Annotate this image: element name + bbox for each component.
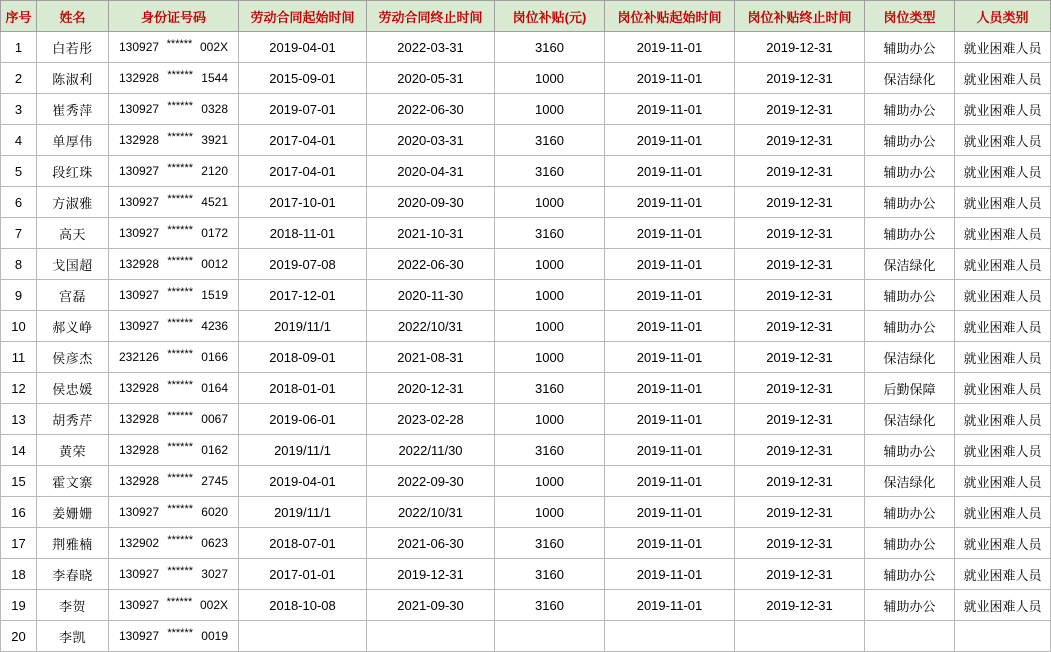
cell-person-category[interactable]: 就业困难人员: [955, 528, 1051, 559]
id-prefix: 130927: [119, 226, 160, 240]
table-body: [1, 32, 1051, 652]
table-row[interactable]: [1, 94, 1051, 125]
cell-contract-start[interactable]: 2017-01-01: [239, 559, 367, 590]
cell-subsidy-start[interactable]: [605, 621, 735, 652]
cell-subsidy[interactable]: 3160: [495, 435, 605, 466]
cell-name[interactable]: 戈国超: [37, 249, 109, 280]
table-row[interactable]: [1, 559, 1051, 590]
cell-index[interactable]: 12: [1, 373, 37, 404]
id-prefix: 132928: [119, 474, 160, 488]
cell-contract-start[interactable]: 2018-11-01: [239, 218, 367, 249]
cell-person-category[interactable]: 就业困难人员: [955, 187, 1051, 218]
cell-subsidy-end[interactable]: [735, 621, 865, 652]
cell-subsidy-start[interactable]: 2019-11-01: [605, 63, 735, 94]
cell-subsidy-end[interactable]: 2019-12-31: [735, 187, 865, 218]
cell-subsidy-end[interactable]: 2019-12-31: [735, 373, 865, 404]
cell-contract-end[interactable]: 2020-12-31: [367, 373, 495, 404]
table-row[interactable]: [1, 280, 1051, 311]
id-suffix: 0164: [201, 381, 228, 395]
id-suffix: 002X: [199, 40, 228, 54]
cell-contract-end[interactable]: 2020-11-30: [367, 280, 495, 311]
cell-subsidy[interactable]: [495, 621, 605, 652]
cell-id-number[interactable]: [109, 435, 239, 466]
id-mask: ******: [167, 193, 194, 205]
cell-name[interactable]: 高天: [37, 218, 109, 249]
col-header-index[interactable]: 序号: [1, 1, 37, 32]
cell-id-number[interactable]: [109, 63, 239, 94]
cell-subsidy[interactable]: 1000: [495, 249, 605, 280]
col-header-person-category[interactable]: 人员类别: [955, 1, 1051, 32]
cell-contract-start[interactable]: 2019-04-01: [239, 32, 367, 63]
id-prefix: 130927: [119, 505, 160, 519]
cell-contract-start[interactable]: 2017-04-01: [239, 125, 367, 156]
id-prefix: 130927: [119, 102, 160, 116]
cell-contract-end[interactable]: 2020-05-31: [367, 63, 495, 94]
cell-contract-start[interactable]: 2017-04-01: [239, 156, 367, 187]
cell-post-type[interactable]: 辅助办公: [865, 125, 955, 156]
cell-subsidy[interactable]: 3160: [495, 156, 605, 187]
table-row[interactable]: [1, 497, 1051, 528]
cell-subsidy-end[interactable]: 2019-12-31: [735, 94, 865, 125]
cell-index[interactable]: 8: [1, 249, 37, 280]
cell-contract-end[interactable]: 2020-04-31: [367, 156, 495, 187]
id-suffix: 6020: [201, 505, 228, 519]
cell-subsidy-end[interactable]: 2019-12-31: [735, 590, 865, 621]
cell-contract-end[interactable]: 2019-12-31: [367, 559, 495, 590]
table-row[interactable]: [1, 156, 1051, 187]
id-suffix: 0162: [201, 443, 228, 457]
table-row[interactable]: [1, 435, 1051, 466]
id-mask: ******: [166, 596, 193, 608]
cell-post-type[interactable]: [865, 621, 955, 652]
cell-subsidy-start[interactable]: 2019-11-01: [605, 528, 735, 559]
cell-person-category[interactable]: 就业困难人员: [955, 218, 1051, 249]
cell-contract-start[interactable]: 2019/11/1: [239, 311, 367, 342]
cell-person-category[interactable]: 就业困难人员: [955, 497, 1051, 528]
cell-contract-start[interactable]: 2018-07-01: [239, 528, 367, 559]
id-suffix: 0623: [201, 536, 228, 550]
id-suffix: 3027: [201, 567, 228, 581]
cell-subsidy-start[interactable]: 2019-11-01: [605, 435, 735, 466]
cell-contract-end[interactable]: 2021-06-30: [367, 528, 495, 559]
table-row[interactable]: [1, 218, 1051, 249]
cell-subsidy-start[interactable]: 2019-11-01: [605, 249, 735, 280]
cell-id-number[interactable]: [109, 497, 239, 528]
cell-id-number[interactable]: [109, 590, 239, 621]
cell-name[interactable]: 侯彦杰: [37, 342, 109, 373]
cell-index[interactable]: 9: [1, 280, 37, 311]
cell-subsidy[interactable]: 1000: [495, 466, 605, 497]
id-mask: ******: [167, 348, 194, 360]
cell-person-category[interactable]: 就业困难人员: [955, 590, 1051, 621]
cell-post-type[interactable]: 辅助办公: [865, 94, 955, 125]
cell-contract-start[interactable]: 2019-07-08: [239, 249, 367, 280]
cell-person-category[interactable]: 就业困难人员: [955, 94, 1051, 125]
cell-person-category[interactable]: 就业困难人员: [955, 32, 1051, 63]
cell-index[interactable]: 19: [1, 590, 37, 621]
id-prefix: 130927: [119, 567, 160, 581]
table-header-row: [1, 1, 1051, 32]
cell-subsidy-end[interactable]: 2019-12-31: [735, 311, 865, 342]
cell-subsidy[interactable]: 1000: [495, 404, 605, 435]
cell-index[interactable]: 18: [1, 559, 37, 590]
cell-name[interactable]: 黄荣: [37, 435, 109, 466]
cell-contract-end[interactable]: 2020-09-30: [367, 187, 495, 218]
cell-subsidy[interactable]: 1000: [495, 342, 605, 373]
cell-name[interactable]: 宫磊: [37, 280, 109, 311]
cell-subsidy[interactable]: 3160: [495, 32, 605, 63]
table-row[interactable]: [1, 404, 1051, 435]
cell-id-number[interactable]: [109, 125, 239, 156]
cell-contract-end[interactable]: 2022/11/30: [367, 435, 495, 466]
cell-subsidy-start[interactable]: 2019-11-01: [605, 373, 735, 404]
id-suffix: 0012: [201, 257, 228, 271]
cell-id-number[interactable]: [109, 32, 239, 63]
col-header-contract-end[interactable]: 劳动合同终止时间: [367, 1, 495, 32]
cell-subsidy-end[interactable]: 2019-12-31: [735, 156, 865, 187]
id-mask: ******: [167, 100, 194, 112]
id-mask: ******: [166, 38, 193, 50]
cell-contract-end[interactable]: 2022-09-30: [367, 466, 495, 497]
id-mask: ******: [167, 441, 194, 453]
id-prefix: 132928: [119, 412, 160, 426]
cell-id-number[interactable]: [109, 373, 239, 404]
cell-subsidy-end[interactable]: 2019-12-31: [735, 249, 865, 280]
cell-index[interactable]: 13: [1, 404, 37, 435]
id-mask: ******: [167, 472, 194, 484]
col-header-subsidy[interactable]: 岗位补贴(元): [495, 1, 605, 32]
cell-subsidy-start[interactable]: 2019-11-01: [605, 187, 735, 218]
cell-subsidy-start[interactable]: 2019-11-01: [605, 94, 735, 125]
cell-post-type[interactable]: 辅助办公: [865, 590, 955, 621]
cell-subsidy-end[interactable]: 2019-12-31: [735, 404, 865, 435]
cell-name[interactable]: 侯忠媛: [37, 373, 109, 404]
cell-contract-start[interactable]: 2019-06-01: [239, 404, 367, 435]
cell-name[interactable]: 段红珠: [37, 156, 109, 187]
id-mask: ******: [167, 503, 194, 515]
id-prefix: 130927: [119, 629, 160, 643]
id-mask: ******: [167, 565, 194, 577]
cell-contract-start[interactable]: 2018-10-08: [239, 590, 367, 621]
id-suffix: 0067: [201, 412, 228, 426]
cell-person-category[interactable]: 就业困难人员: [955, 404, 1051, 435]
cell-contract-start[interactable]: [239, 621, 367, 652]
table-row[interactable]: [1, 63, 1051, 94]
cell-name[interactable]: 陈淑利: [37, 63, 109, 94]
cell-name[interactable]: 李凯: [37, 621, 109, 652]
col-header-name[interactable]: 姓名: [37, 1, 109, 32]
col-header-post-type[interactable]: 岗位类型: [865, 1, 955, 32]
cell-person-category[interactable]: 就业困难人员: [955, 280, 1051, 311]
cell-contract-start[interactable]: 2015-09-01: [239, 63, 367, 94]
cell-index[interactable]: 3: [1, 94, 37, 125]
cell-subsidy-end[interactable]: 2019-12-31: [735, 280, 865, 311]
table-row[interactable]: [1, 187, 1051, 218]
cell-subsidy[interactable]: 1000: [495, 94, 605, 125]
cell-index[interactable]: 14: [1, 435, 37, 466]
cell-subsidy-start[interactable]: 2019-11-01: [605, 497, 735, 528]
cell-post-type[interactable]: 辅助办公: [865, 187, 955, 218]
cell-subsidy-start[interactable]: 2019-11-01: [605, 342, 735, 373]
cell-subsidy[interactable]: 3160: [495, 528, 605, 559]
id-prefix: 130927: [119, 164, 160, 178]
cell-index[interactable]: 7: [1, 218, 37, 249]
cell-contract-start[interactable]: 2019-04-01: [239, 466, 367, 497]
id-prefix: 232126: [119, 350, 160, 364]
cell-contract-end[interactable]: 2021-08-31: [367, 342, 495, 373]
cell-index[interactable]: 6: [1, 187, 37, 218]
cell-index[interactable]: 15: [1, 466, 37, 497]
cell-subsidy-start[interactable]: 2019-11-01: [605, 559, 735, 590]
cell-contract-end[interactable]: 2021-09-30: [367, 590, 495, 621]
cell-subsidy-start[interactable]: 2019-11-01: [605, 280, 735, 311]
table-row[interactable]: [1, 466, 1051, 497]
cell-name[interactable]: 荆雅楠: [37, 528, 109, 559]
cell-index[interactable]: 5: [1, 156, 37, 187]
table-row[interactable]: [1, 125, 1051, 156]
cell-id-number[interactable]: [109, 218, 239, 249]
cell-name[interactable]: 单厚伟: [37, 125, 109, 156]
cell-subsidy-end[interactable]: 2019-12-31: [735, 342, 865, 373]
table-row[interactable]: [1, 311, 1051, 342]
table-row[interactable]: [1, 249, 1051, 280]
cell-id-number[interactable]: [109, 466, 239, 497]
cell-contract-end[interactable]: 2022-03-31: [367, 32, 495, 63]
cell-subsidy[interactable]: 3160: [495, 559, 605, 590]
table-row[interactable]: [1, 621, 1051, 652]
id-suffix: 2745: [201, 474, 228, 488]
cell-index[interactable]: 17: [1, 528, 37, 559]
cell-subsidy[interactable]: 1000: [495, 311, 605, 342]
cell-id-number[interactable]: [109, 528, 239, 559]
cell-contract-start[interactable]: 2018-09-01: [239, 342, 367, 373]
cell-name[interactable]: 胡秀芹: [37, 404, 109, 435]
id-suffix: 1544: [201, 71, 228, 85]
table-row[interactable]: [1, 342, 1051, 373]
id-suffix: 2120: [201, 164, 228, 178]
cell-person-category[interactable]: 就业困难人员: [955, 373, 1051, 404]
cell-name[interactable]: 李春晓: [37, 559, 109, 590]
id-suffix: 0019: [201, 629, 228, 643]
cell-contract-end[interactable]: 2022-06-30: [367, 94, 495, 125]
cell-subsidy-start[interactable]: 2019-11-01: [605, 311, 735, 342]
cell-id-number[interactable]: [109, 621, 239, 652]
cell-post-type[interactable]: 辅助办公: [865, 156, 955, 187]
cell-id-number[interactable]: [109, 342, 239, 373]
cell-post-type[interactable]: 辅助办公: [865, 497, 955, 528]
id-suffix: 4236: [201, 319, 228, 333]
cell-contract-start[interactable]: 2019-07-01: [239, 94, 367, 125]
cell-name[interactable]: 方淑雅: [37, 187, 109, 218]
cell-subsidy[interactable]: 1000: [495, 63, 605, 94]
cell-index[interactable]: 4: [1, 125, 37, 156]
cell-id-number[interactable]: [109, 94, 239, 125]
cell-subsidy-start[interactable]: 2019-11-01: [605, 125, 735, 156]
cell-index[interactable]: 16: [1, 497, 37, 528]
cell-contract-end[interactable]: [367, 621, 495, 652]
cell-subsidy-start[interactable]: 2019-11-01: [605, 32, 735, 63]
cell-contract-start[interactable]: 2017-12-01: [239, 280, 367, 311]
id-mask: ******: [167, 627, 194, 639]
table-row[interactable]: [1, 373, 1051, 404]
cell-subsidy[interactable]: 3160: [495, 125, 605, 156]
id-suffix: 0166: [201, 350, 228, 364]
cell-subsidy-end[interactable]: 2019-12-31: [735, 466, 865, 497]
cell-post-type[interactable]: 保洁绿化: [865, 63, 955, 94]
cell-post-type[interactable]: 辅助办公: [865, 311, 955, 342]
cell-name[interactable]: 崔秀萍: [37, 94, 109, 125]
cell-subsidy-end[interactable]: 2019-12-31: [735, 218, 865, 249]
cell-person-category[interactable]: 就业困难人员: [955, 559, 1051, 590]
cell-post-type[interactable]: 后勤保障: [865, 373, 955, 404]
cell-post-type[interactable]: 辅助办公: [865, 32, 955, 63]
id-mask: ******: [167, 286, 194, 298]
cell-contract-start[interactable]: 2019/11/1: [239, 435, 367, 466]
cell-subsidy-end[interactable]: 2019-12-31: [735, 559, 865, 590]
cell-subsidy-end[interactable]: 2019-12-31: [735, 125, 865, 156]
cell-person-category[interactable]: 就业困难人员: [955, 249, 1051, 280]
id-prefix: 130927: [119, 40, 160, 54]
cell-contract-start[interactable]: 2018-01-01: [239, 373, 367, 404]
cell-subsidy-start[interactable]: 2019-11-01: [605, 466, 735, 497]
cell-contract-end[interactable]: 2020-03-31: [367, 125, 495, 156]
cell-index[interactable]: 1: [1, 32, 37, 63]
id-mask: ******: [167, 162, 194, 174]
cell-id-number[interactable]: [109, 156, 239, 187]
cell-subsidy-start[interactable]: 2019-11-01: [605, 156, 735, 187]
cell-contract-end[interactable]: 2022-06-30: [367, 249, 495, 280]
cell-name[interactable]: 郝义峥: [37, 311, 109, 342]
col-header-id-number[interactable]: 身份证号码: [109, 1, 239, 32]
id-prefix: 132928: [119, 257, 160, 271]
id-prefix: 130927: [119, 288, 160, 302]
cell-name[interactable]: 姜姗姗: [37, 497, 109, 528]
cell-index[interactable]: 11: [1, 342, 37, 373]
cell-post-type[interactable]: 辅助办公: [865, 280, 955, 311]
cell-post-type[interactable]: 保洁绿化: [865, 466, 955, 497]
cell-subsidy[interactable]: 3160: [495, 590, 605, 621]
cell-post-type[interactable]: 保洁绿化: [865, 404, 955, 435]
cell-post-type[interactable]: 辅助办公: [865, 435, 955, 466]
id-mask: ******: [167, 534, 194, 546]
id-prefix: 130927: [119, 319, 160, 333]
id-prefix: 130927: [119, 598, 160, 612]
id-suffix: 1519: [201, 288, 228, 302]
cell-subsidy[interactable]: 1000: [495, 187, 605, 218]
cell-index[interactable]: 10: [1, 311, 37, 342]
cell-person-category[interactable]: 就业困难人员: [955, 156, 1051, 187]
cell-id-number[interactable]: [109, 311, 239, 342]
cell-id-number[interactable]: [109, 404, 239, 435]
cell-person-category[interactable]: 就业困难人员: [955, 311, 1051, 342]
id-mask: ******: [167, 131, 194, 143]
cell-id-number[interactable]: [109, 280, 239, 311]
id-prefix: 132928: [119, 443, 160, 457]
cell-name[interactable]: 李贺: [37, 590, 109, 621]
cell-person-category[interactable]: 就业困难人员: [955, 125, 1051, 156]
col-header-subsidy-start[interactable]: 岗位补贴起始时间: [605, 1, 735, 32]
cell-subsidy-end[interactable]: 2019-12-31: [735, 63, 865, 94]
cell-id-number[interactable]: [109, 187, 239, 218]
cell-person-category[interactable]: 就业困难人员: [955, 63, 1051, 94]
cell-id-number[interactable]: [109, 559, 239, 590]
id-prefix: 132902: [119, 536, 160, 550]
cell-subsidy[interactable]: 3160: [495, 218, 605, 249]
id-suffix: 4521: [201, 195, 228, 209]
cell-id-number[interactable]: [109, 249, 239, 280]
table-row[interactable]: [1, 528, 1051, 559]
cell-contract-start[interactable]: 2017-10-01: [239, 187, 367, 218]
cell-subsidy-end[interactable]: 2019-12-31: [735, 528, 865, 559]
cell-subsidy-end[interactable]: 2019-12-31: [735, 497, 865, 528]
cell-subsidy-end[interactable]: 2019-12-31: [735, 32, 865, 63]
id-suffix: 3921: [201, 133, 228, 147]
cell-subsidy[interactable]: 3160: [495, 373, 605, 404]
col-header-subsidy-end[interactable]: 岗位补贴终止时间: [735, 1, 865, 32]
id-mask: ******: [167, 69, 194, 81]
cell-post-type[interactable]: 保洁绿化: [865, 249, 955, 280]
cell-contract-start[interactable]: 2019/11/1: [239, 497, 367, 528]
cell-index[interactable]: 20: [1, 621, 37, 652]
cell-subsidy-start[interactable]: 2019-11-01: [605, 404, 735, 435]
cell-name[interactable]: 白若彤: [37, 32, 109, 63]
id-prefix: 132928: [119, 133, 160, 147]
cell-post-type[interactable]: 辅助办公: [865, 528, 955, 559]
cell-post-type[interactable]: 保洁绿化: [865, 342, 955, 373]
table-row[interactable]: [1, 590, 1051, 621]
cell-contract-end[interactable]: 2022/10/31: [367, 497, 495, 528]
id-prefix: 130927: [119, 195, 160, 209]
cell-contract-end[interactable]: 2021-10-31: [367, 218, 495, 249]
id-suffix: 0328: [201, 102, 228, 116]
cell-subsidy-start[interactable]: 2019-11-01: [605, 218, 735, 249]
cell-person-category[interactable]: 就业困难人员: [955, 466, 1051, 497]
id-suffix: 0172: [201, 226, 228, 240]
cell-subsidy[interactable]: 1000: [495, 497, 605, 528]
cell-person-category[interactable]: 就业困难人员: [955, 342, 1051, 373]
cell-post-type[interactable]: 辅助办公: [865, 559, 955, 590]
id-prefix: 132928: [119, 71, 160, 85]
id-mask: ******: [167, 317, 194, 329]
table-row[interactable]: [1, 32, 1051, 63]
cell-contract-end[interactable]: 2022/10/31: [367, 311, 495, 342]
cell-person-category[interactable]: 就业困难人员: [955, 435, 1051, 466]
cell-subsidy-start[interactable]: 2019-11-01: [605, 590, 735, 621]
id-mask: ******: [167, 224, 194, 236]
col-header-contract-start[interactable]: 劳动合同起始时间: [239, 1, 367, 32]
id-mask: ******: [167, 255, 194, 267]
id-mask: ******: [167, 379, 194, 391]
cell-person-category[interactable]: [955, 621, 1051, 652]
cell-name[interactable]: 霍文寨: [37, 466, 109, 497]
cell-contract-end[interactable]: 2023-02-28: [367, 404, 495, 435]
id-suffix: 002X: [199, 598, 228, 612]
cell-post-type[interactable]: 辅助办公: [865, 218, 955, 249]
id-mask: ******: [167, 410, 194, 422]
cell-subsidy[interactable]: 1000: [495, 280, 605, 311]
cell-index[interactable]: 2: [1, 63, 37, 94]
id-prefix: 132928: [119, 381, 160, 395]
cell-subsidy-end[interactable]: 2019-12-31: [735, 435, 865, 466]
